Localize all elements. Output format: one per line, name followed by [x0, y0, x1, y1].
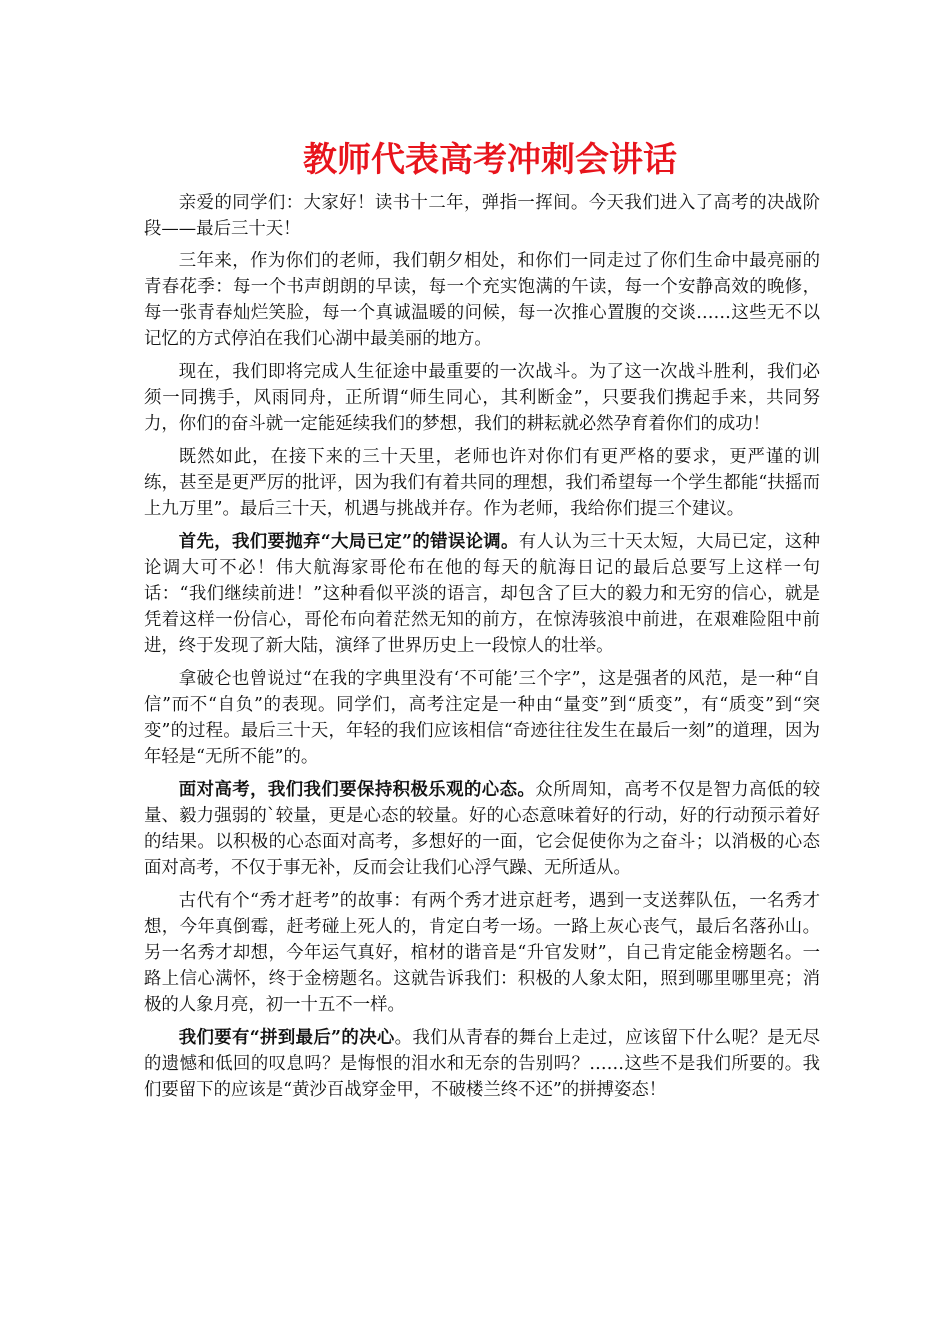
paragraph-lead: 面对高考，我们我们要保持积极乐观的心态。: [178, 780, 536, 800]
paragraph: [144, 529, 820, 659]
paragraph-lead: 我们要有“拼到最后”的决心: [178, 1028, 395, 1048]
paragraph-text: 三年来，作为你们的老师，我们朝夕相处，和你们一同走过了你们生命中最亮丽的青春花季：每一个书声朗朗的早读，每一个充实饱满的午读，每一个安静高效的晚修，每一张青春灿烂笑脸，每一个真诚温暖的问候，每一次推心置腹的交谈……这些无不以记忆的方式停泊在我们心湖中最美丽的地方。: [144, 251, 820, 349]
paragraph: [144, 666, 820, 770]
paragraph-text: 有人认为三十天太短，大局已定，这种论调大可不必！伟大航海家哥伦布在他的每天的航海日记的最后总要写上这样一句话：“我们继续前进！”这种看似平淡的语言，却包含了巨大的毅力和无穷的信心，就是凭着这样一份信心，哥伦布向着茫然无知的前方，在惊涛骇浪中前进，在艰难险阻中前进，终于发现了新大陆，演绎了世界历史上一段惊人的壮举。: [144, 532, 820, 656]
paragraph-text: 现在，我们即将完成人生征途中最重要的一次战斗。为了这一次战斗胜利，我们必须一同携手，风雨同舟，正所谓“师生同心，其利断金”，只要我们携起手来，共同努力，你们的奋斗就一定能延续我们的梦想，我们的耕耘就必然孕育着你们的成功！: [144, 362, 820, 434]
paragraph: [144, 248, 820, 352]
paragraph: [144, 888, 820, 1018]
paragraph-text: 拿破仑也曾说过“在我的字典里没有‘不可能’三个字”，这是强者的风范，是一种“自信”而不“自负”的表现。同学们，高考注定是一种由“量变”到“质变”，有“质变”到“突变”的过程。最后三十天，年轻的我们应该相信“奇迹往往发生在最后一刻”的道理，因为年轻是“无所不能”的。: [144, 669, 820, 767]
paragraph: [144, 1025, 820, 1103]
paragraph-text: 古代有个“秀才赶考”的故事：有两个秀才进京赶考，遇到一支送葬队伍，一名秀才想，今年真倒霉，赶考碰上死人的，肯定白考一场。一路上灰心丧气，最后名落孙山。另一名秀才却想，今年运气真好，棺材的谐音是“升官发财”，自己肯定能金榜题名。一路上信心满怀，终于金榜题名。这就告诉我们：积极的人象太阳，照到哪里哪里亮；消极的人象月亮，初一十五不一样。: [144, 891, 820, 1015]
paragraph-text: 。我们从青春的舞台上走过，应该留下什么呢？是无尽的遗憾和低回的叹息吗？是悔恨的泪水和无奈的告别吗？……这些不是我们所要的。我们要留下的应该是“黄沙百战穿金甲，不破楼兰终不还”的拼搏姿态！: [144, 1028, 820, 1100]
paragraph-text: 亲爱的同学们：大家好！读书十二年，弹指一挥间。今天我们进入了高考的决战阶段——最后三十天！: [144, 193, 820, 239]
paragraph-text: 众所周知，高考不仅是智力高低的较量、毅力强弱的`较量，更是心态的较量。好的心态意味着好的行动，好的行动预示着好的结果。以积极的心态面对高考，多想好的一面，它会促使你为之奋斗；以消极的心态面对高考，不仅于事无补，反而会让我们心浮气躁、无所适从。: [144, 780, 820, 878]
paragraph: [144, 777, 820, 881]
paragraph: [144, 190, 820, 242]
document-title: 教师代表高考冲刺会讲话: [303, 140, 677, 180]
paragraph-lead: 首先，我们要抛弃“大局已定”的错误论调。: [178, 532, 519, 552]
paragraph: [144, 444, 820, 522]
paragraph-text: 既然如此，在接下来的三十天里，老师也许对你们有更严格的要求，更严谨的训练，甚至是更严厉的批评，因为我们有着共同的理想，我们希望每一个学生都能“扶摇而上九万里”。最后三十天，机遇与挑战并存。作为老师，我给你们提三个建议。: [144, 447, 820, 519]
paragraph: [144, 359, 820, 437]
document-body: [144, 190, 820, 1110]
